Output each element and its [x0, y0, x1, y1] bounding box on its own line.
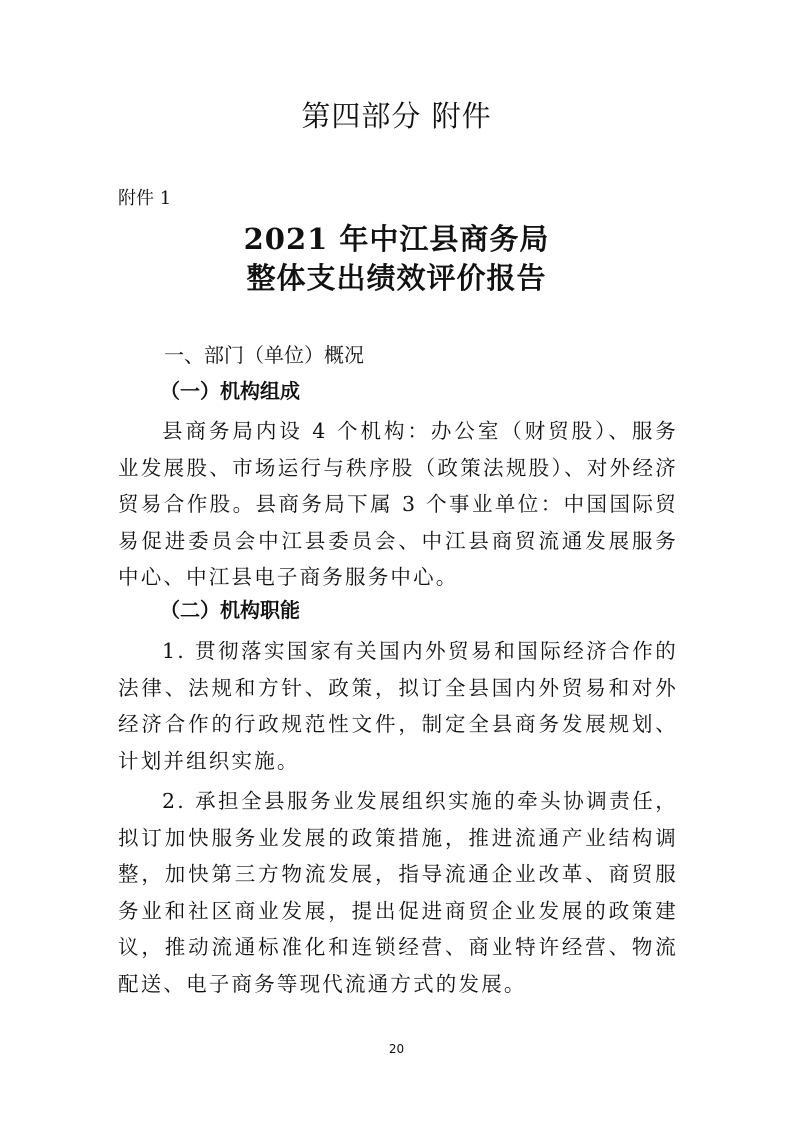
report-title-line-2: 整体支出绩效评价报告 [246, 261, 547, 295]
paragraph-function-2: 2. 承担全县服务业发展组织实施的牵头协调责任，拟订加快服务业发展的政策措施，推进流通产业结构调整，加快第三方物流发展，指导流通企业改革、商贸服务业和社区商业发展，提出促进商贸企业发展的政策建议，推动流通标准化和连锁经营、商业特许经营、物流配送、电子商务等现代流通方式的发展。 [118, 789, 678, 996]
paragraph-function-1: 1. 贯彻落实国家有关国内外贸易和国际经济合作的法律、法规和方针、政策，拟订全县国内外贸易和对外经济合作的行政规范性文件，制定全县商务发展规划、计划并组织实施。 [118, 639, 678, 773]
paragraph-organization: 县商务局内设 4 个机构：办公室（财贸股）、服务业发展股、市场运行与秩序股（政策法规股）、对外经济贸易合作股。县商务局下属 3 个事业单位：中国国际贸易促进委员会中江县委员会、中江县商贸流通发展服务中心、中江县电子商务服务中心。 [118, 419, 678, 589]
subsection-heading-functions: （二）机构职能 [160, 598, 300, 622]
report-title-line-1: 2021 年中江县商务局 [243, 222, 550, 256]
part-title: 第四部分 附件 [301, 99, 492, 133]
attachment-label: 附件 1 [118, 188, 172, 209]
section-heading-overview: 一、部门（单位）概况 [164, 343, 364, 367]
subsection-heading-organization: （一）机构组成 [160, 379, 300, 403]
page-number: 20 [388, 1042, 405, 1056]
